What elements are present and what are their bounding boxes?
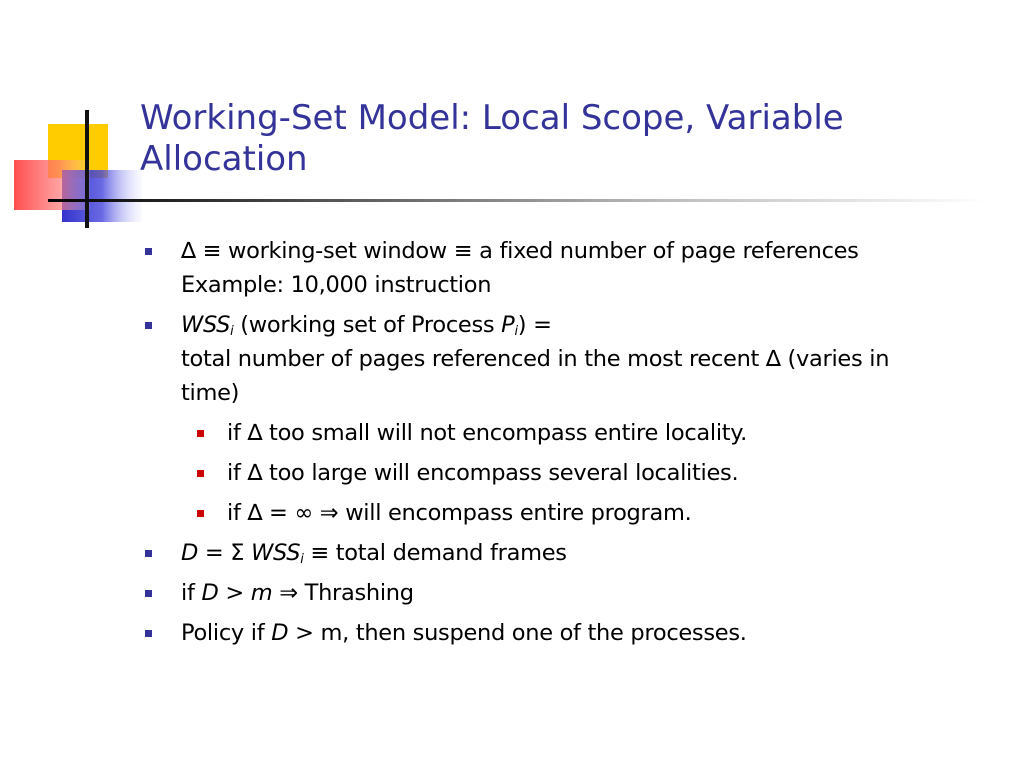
sigma-symbol: Σ: [230, 540, 245, 566]
infinity-symbol: ∞: [294, 500, 313, 526]
delta-symbol: ∆: [247, 500, 263, 526]
square-bullet-icon: [145, 590, 152, 597]
equiv-symbol: ≡: [310, 540, 329, 566]
bullet-wss-definition: $WSS_i$ (working set of Process $P_i$) = total number of pages referenced in the most recent ∆ (varies in time): [144, 308, 1014, 410]
bullet-delta-definition: ∆ ≡ working-set window ≡ a fixed number of page references Example: 10,000 instruction: [144, 234, 1014, 302]
square-bullet-icon: [145, 630, 152, 637]
equiv-symbol: ≡: [453, 238, 473, 264]
delta-symbol: ∆: [181, 238, 196, 264]
delta-symbol: ∆: [765, 346, 781, 372]
slide-title: [140, 98, 1000, 180]
bullet-example: Example: 10,000 instruction: [181, 272, 492, 298]
square-bullet-icon: [145, 248, 152, 255]
square-bullet-icon: [197, 430, 204, 437]
bullet-policy: Policy if D > m, then suspend one of the processes.: [144, 616, 1014, 650]
implies-symbol: ⇒: [279, 580, 298, 606]
delta-symbol: ∆: [247, 460, 263, 486]
bullet-total-demand: D = Σ $WSS_i$ ≡ total demand frames: [144, 536, 1014, 570]
sub-bullet-too-small: if ∆ too small will not encompass entire locality.: [144, 416, 1014, 450]
sub-bullet-infinite: if ∆ = ∞ ⇒ will encompass entire program.: [144, 496, 1014, 530]
title-line-1: Working-Set Model: Local Scope, Variable: [140, 98, 844, 138]
implies-symbol: ⇒: [319, 500, 339, 526]
bullet-thrashing: if D > m ⇒ Thrashing: [144, 576, 1014, 610]
title-line-2: Allocation: [140, 139, 308, 179]
square-bullet-icon: [197, 470, 204, 477]
square-bullet-icon: [145, 322, 152, 329]
title-divider: [48, 199, 988, 202]
delta-symbol: ∆: [247, 420, 263, 446]
bullet-list: [144, 234, 1014, 650]
sub-bullet-too-large: if ∆ too large will encompass several localities.: [144, 456, 1014, 490]
square-bullet-icon: [145, 550, 152, 557]
equiv-symbol: ≡: [202, 238, 222, 264]
square-bullet-icon: [197, 510, 204, 517]
slide-logo: [0, 0, 160, 240]
